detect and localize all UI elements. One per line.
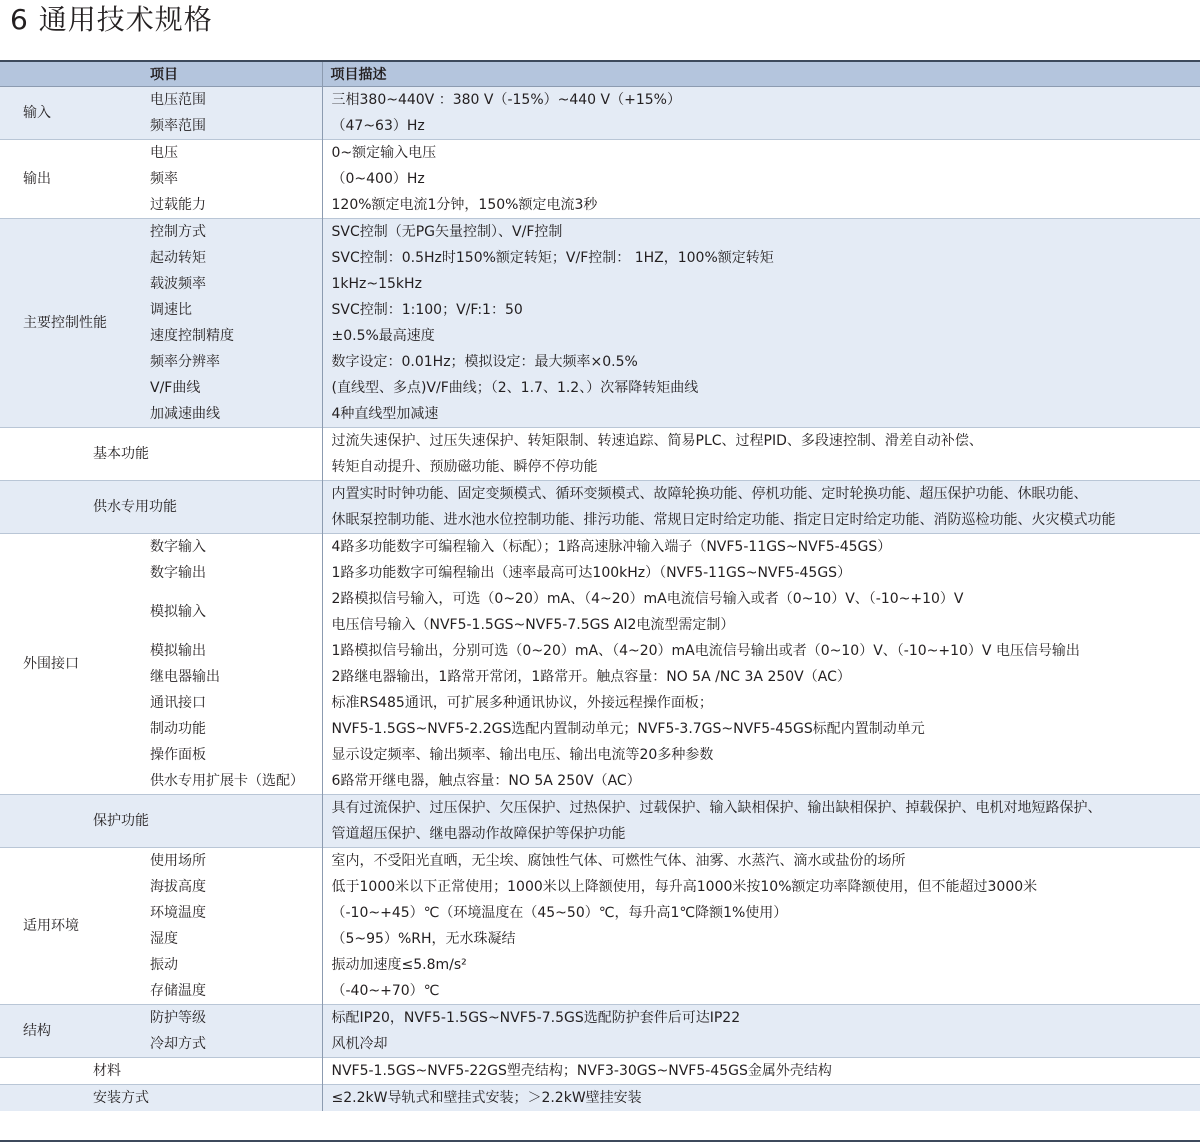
category-label: 保护功能: [0, 795, 322, 848]
table-row: [0, 978, 1200, 1005]
item-label: 通讯接口: [90, 690, 322, 716]
item-desc: ≤2.2kW导轨式和壁挂式安装；＞2.2kW壁挂安装: [322, 1085, 1200, 1112]
item-desc: 2路继电器输出，1路常开常闭，1路常开。触点容量：NO 5A /NC 3A 250V（AC）: [322, 664, 1200, 690]
table-row: [0, 664, 1200, 690]
table-row: [0, 192, 1200, 219]
item-label: 频率: [90, 166, 322, 192]
category-label: 输入: [0, 87, 90, 140]
group-install: [0, 1085, 1200, 1112]
item-desc: 数字设定：0.01Hz；模拟设定：最大频率×0.5%: [322, 349, 1200, 375]
item-desc: [322, 795, 1200, 848]
item-desc: （5~95）%RH，无水珠凝结: [322, 926, 1200, 952]
item-desc: 1路模拟信号输出，分别可选（0~20）mA、（4~20）mA电流信号输出或者（0~10）V、（-10~+10）V 电压信号输出: [322, 638, 1200, 664]
item-label: 起动转矩: [90, 245, 322, 271]
desc-line: 转矩自动提升、预励磁功能、瞬停不停功能: [331, 459, 598, 475]
item-desc: NVF5-1.5GS~NVF5-22GS塑壳结构；NVF3-30GS~NVF5-45GS金属外壳结构: [322, 1058, 1200, 1085]
item-desc: 4路多功能数字可编程输入（标配）；1路高速脉冲输入端子（NVF5-11GS~NVF5-45GS）: [322, 534, 1200, 561]
category-label: 输出: [0, 140, 90, 219]
item-label: 过载能力: [90, 192, 322, 219]
item-label: 存储温度: [90, 978, 322, 1005]
table-row: [0, 140, 1200, 167]
item-desc: SVC控制：1:100；V/F:1：50: [322, 297, 1200, 323]
item-desc: SVC控制（无PG矢量控制）、V/F控制: [322, 219, 1200, 246]
item-label: 数字输入: [90, 534, 322, 561]
desc-line: 具有过流保护、过压保护、欠压保护、过热保护、过载保护、输入缺相保护、输出缺相保护、掉载保护、电机对地短路保护、: [331, 800, 1102, 816]
item-desc: 低于1000米以下正常使用；1000米以上降额使用，每升高1000米按10%额定功率降额使用，但不能超过3000米: [322, 874, 1200, 900]
item-desc: 1kHz~15kHz: [322, 271, 1200, 297]
table-row: [0, 1031, 1200, 1058]
item-desc: [322, 481, 1200, 534]
item-label: 湿度: [90, 926, 322, 952]
section-title: 6 通用技术规格: [10, 3, 213, 36]
item-desc: 标配IP20，NVF5-1.5GS~NVF5-7.5GS选配防护套件后可达IP22: [322, 1005, 1200, 1032]
table-row: [0, 1005, 1200, 1032]
category-label: 基本功能: [0, 428, 322, 481]
table-row: [0, 690, 1200, 716]
item-desc: ±0.5%最高速度: [322, 323, 1200, 349]
item-label: 加减速曲线: [90, 401, 322, 428]
group-input: [0, 87, 1200, 140]
table-row: [0, 586, 1200, 638]
table-row: [0, 926, 1200, 952]
item-desc: 120%额定电流1分钟，150%额定电流3秒: [322, 192, 1200, 219]
item-label: 环境温度: [90, 900, 322, 926]
item-desc: (直线型、多点)V/F曲线；（2、1.7、1.2、）次幂降转矩曲线: [322, 375, 1200, 401]
item-desc: （0~400）Hz: [322, 166, 1200, 192]
item-label: 使用场所: [90, 848, 322, 875]
item-desc: 三相380~440V ：380 V（-15%）~440 V（+15%）: [322, 87, 1200, 114]
group-structure: [0, 1005, 1200, 1058]
table-row: [0, 1058, 1200, 1085]
item-desc: （-40~+70）℃: [322, 978, 1200, 1005]
table-row: [0, 716, 1200, 742]
table-row: [0, 481, 1200, 534]
item-label: 海拔高度: [90, 874, 322, 900]
item-desc: 6路常开继电器，触点容量：NO 5A 250V（AC）: [322, 768, 1200, 795]
group-output: [0, 140, 1200, 219]
desc-line: 过流失速保护、过压失速保护、转矩限制、转速追踪、简易PLC、过程PID、多段速控制、滑差自动补偿、: [331, 433, 983, 449]
item-desc: [322, 428, 1200, 481]
table-row: [0, 848, 1200, 875]
table-row: [0, 795, 1200, 848]
item-label: 速度控制精度: [90, 323, 322, 349]
item-desc: （47~63）Hz: [322, 113, 1200, 140]
item-label: 模拟输入: [90, 586, 322, 638]
item-label: V/F曲线: [90, 375, 322, 401]
item-label: 频率范围: [90, 113, 322, 140]
category-label: 安装方式: [0, 1085, 322, 1112]
item-label: 冷却方式: [90, 1031, 322, 1058]
item-label: 电压: [90, 140, 322, 167]
header-item: 项目: [0, 62, 322, 87]
item-label: 调速比: [90, 297, 322, 323]
table-row: [0, 245, 1200, 271]
table-row: [0, 113, 1200, 140]
table-row: [0, 952, 1200, 978]
item-label: 载波频率: [90, 271, 322, 297]
item-desc: 1路多功能数字可编程输出（速率最高可达100kHz）（NVF5-11GS~NVF5-45GS）: [322, 560, 1200, 586]
item-desc: 4种直线型加减速: [322, 401, 1200, 428]
table-row: [0, 638, 1200, 664]
table-row: [0, 323, 1200, 349]
desc-line: 内置实时时钟功能、固定变频模式、循环变频模式、故障轮换功能、停机功能、定时轮换功能、超压保护功能、休眠功能、: [331, 486, 1088, 502]
item-desc: NVF5-1.5GS~NVF5-2.2GS选配内置制动单元；NVF5-3.7GS~NVF5-45GS标配内置制动单元: [322, 716, 1200, 742]
category-label: 结构: [0, 1005, 90, 1058]
group-control: [0, 219, 1200, 428]
table-row: [0, 297, 1200, 323]
group-water: [0, 481, 1200, 534]
table-row: [0, 166, 1200, 192]
table-row: [0, 874, 1200, 900]
table-row: [0, 534, 1200, 561]
item-label: 防护等级: [90, 1005, 322, 1032]
item-desc: SVC控制：0.5Hz时150%额定转矩；V/F控制： 1HZ，100%额定转矩: [322, 245, 1200, 271]
item-label: 振动: [90, 952, 322, 978]
category-label: 适用环境: [0, 848, 90, 1005]
group-basic: [0, 428, 1200, 481]
desc-line: 2路模拟信号输入，可选（0~20）mA、（4~20）mA电流信号输入或者（0~10）V、（-10~+10）V: [331, 591, 964, 607]
group-material: [0, 1058, 1200, 1085]
item-label: 操作面板: [90, 742, 322, 768]
item-label: 模拟输出: [90, 638, 322, 664]
group-env: [0, 848, 1200, 1005]
bottom-rule: [0, 1140, 1200, 1142]
table-row: [0, 401, 1200, 428]
category-label: 外围接口: [0, 534, 90, 795]
item-desc: 风机冷却: [322, 1031, 1200, 1058]
item-label: 频率分辨率: [90, 349, 322, 375]
desc-line: 电压信号输入（NVF5-1.5GS~NVF5-7.5GS AI2电流型需定制）: [331, 617, 735, 633]
table-row: [0, 375, 1200, 401]
item-label: 制动功能: [90, 716, 322, 742]
spec-table: [0, 62, 1200, 1111]
header-desc: 项目描述: [322, 62, 1200, 87]
table-row: [0, 428, 1200, 481]
item-label: 数字输出: [90, 560, 322, 586]
category-label: 主要控制性能: [0, 219, 90, 428]
item-desc: （-10~+45）℃（环境温度在（45~50）℃，每升高1℃降额1%使用）: [322, 900, 1200, 926]
table-row: [0, 900, 1200, 926]
item-desc: 室内，不受阳光直晒，无尘埃、腐蚀性气体、可燃性气体、油雾、水蒸汽、滴水或盐份的场所: [322, 848, 1200, 875]
item-desc: [322, 586, 1200, 638]
category-label: 材料: [0, 1058, 322, 1085]
item-desc: 0~额定输入电压: [322, 140, 1200, 167]
table-row: [0, 219, 1200, 246]
table-row: [0, 349, 1200, 375]
item-desc: 标准RS485通讯，可扩展多种通讯协议，外接远程操作面板；: [322, 690, 1200, 716]
table-row: [0, 560, 1200, 586]
desc-line: 休眠泵控制功能、进水池水位控制功能、排污功能、常规日定时给定功能、指定日定时给定功能、消防巡检功能、火灾模式功能: [331, 512, 1116, 528]
group-io: [0, 534, 1200, 795]
item-label: 继电器输出: [90, 664, 322, 690]
group-protect: [0, 795, 1200, 848]
table-row: [0, 742, 1200, 768]
item-desc: 显示设定频率、输出频率、输出电压、输出电流等20多种参数: [322, 742, 1200, 768]
table-row: [0, 1085, 1200, 1112]
item-label: 电压范围: [90, 87, 322, 114]
category-label: 供水专用功能: [0, 481, 322, 534]
header-row: [0, 62, 1200, 87]
item-label: 控制方式: [90, 219, 322, 246]
table-row: [0, 768, 1200, 795]
table-row: [0, 87, 1200, 114]
desc-line: 管道超压保护、继电器动作故障保护等保护功能: [331, 826, 626, 842]
table-row: [0, 271, 1200, 297]
item-desc: 振动加速度≤5.8m/s²: [322, 952, 1200, 978]
item-label: 供水专用扩展卡（选配）: [90, 768, 322, 795]
